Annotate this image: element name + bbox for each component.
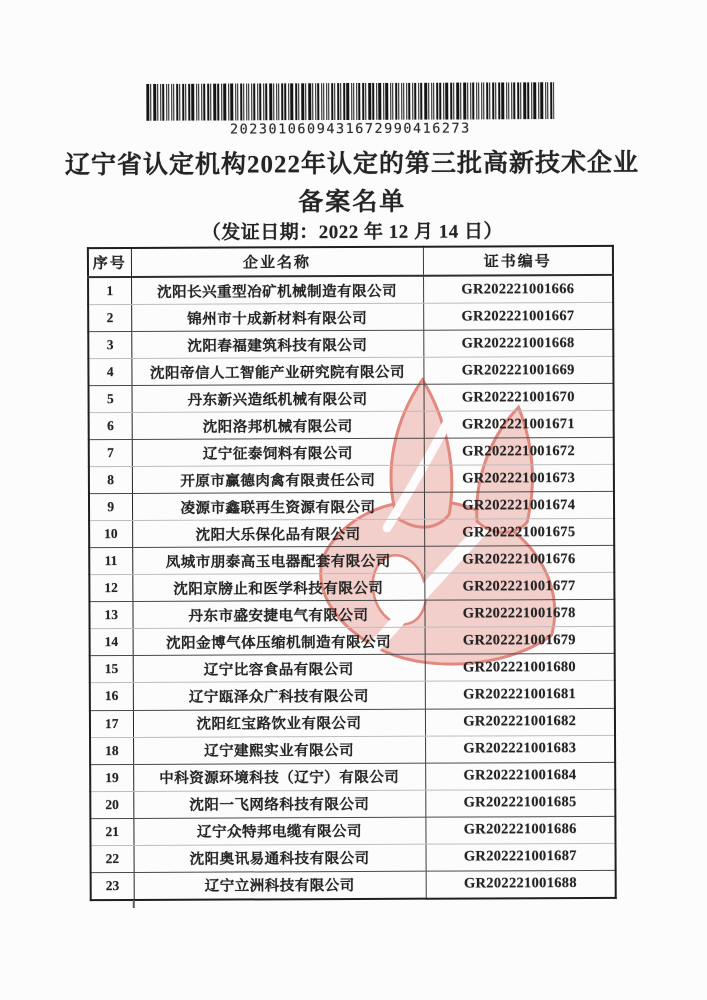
row-company-name: 中科资源环境科技（辽宁）有限公司 <box>133 763 425 791</box>
row-certificate-number: GR202221001667 <box>423 302 613 330</box>
row-certificate-number: GR202221001670 <box>423 383 613 411</box>
table-row <box>89 546 614 575</box>
barcode-block <box>0 0 705 138</box>
row-certificate-number: GR202221001669 <box>423 356 613 384</box>
row-company-name: 沈阳帝信人工智能产业研究院有限公司 <box>131 357 423 385</box>
header-certificate-number: 证书编号 <box>423 246 613 276</box>
row-serial-number: 10 <box>89 521 132 548</box>
row-certificate-number: GR202221001683 <box>425 735 615 763</box>
row-certificate-number: GR202221001672 <box>424 438 614 466</box>
table-row <box>90 789 615 818</box>
table-body <box>88 275 616 900</box>
row-company-name: 辽宁建熙实业有限公司 <box>133 736 425 764</box>
row-certificate-number: GR202221001680 <box>425 654 615 682</box>
row-serial-number: 22 <box>91 845 134 872</box>
row-serial-number: 15 <box>90 656 133 683</box>
header-serial-number: 序号 <box>88 248 131 277</box>
table-row <box>88 275 613 305</box>
row-serial-number: 21 <box>90 818 133 845</box>
table-row <box>88 356 613 385</box>
row-company-name: 辽宁众特邦电缆有限公司 <box>133 817 425 845</box>
row-serial-number: 7 <box>89 440 132 467</box>
row-certificate-number: GR202221001673 <box>424 465 614 493</box>
row-company-name: 锦州市十成新材料有限公司 <box>131 303 423 331</box>
row-serial-number: 12 <box>89 575 132 602</box>
row-company-name: 辽宁瓯泽众广科技有限公司 <box>133 682 425 710</box>
row-certificate-number: GR202221001676 <box>424 546 614 574</box>
table-row <box>90 681 615 710</box>
row-company-name: 沈阳一飞网络科技有限公司 <box>133 790 425 818</box>
row-serial-number: 8 <box>89 467 132 494</box>
table-row <box>88 329 613 358</box>
row-company-name: 凌源市鑫联再生资源有限公司 <box>132 492 424 520</box>
table-row <box>89 519 614 548</box>
row-certificate-number: GR202221001679 <box>425 627 615 655</box>
row-serial-number: 1 <box>88 277 131 305</box>
row-company-name: 开原市赢德肉禽有限责任公司 <box>132 465 424 493</box>
row-certificate-number: GR202221001671 <box>424 411 614 439</box>
row-certificate-number: GR202221001687 <box>426 843 616 871</box>
row-company-name: 辽宁征泰饲料有限公司 <box>132 438 424 466</box>
row-certificate-number: GR202221001681 <box>425 681 615 709</box>
table-row <box>90 654 615 683</box>
table-row <box>88 302 613 331</box>
enterprise-roster-table <box>87 245 617 901</box>
table-row <box>89 465 614 494</box>
header-company-name: 企业名称 <box>131 247 423 277</box>
table-row <box>91 843 616 872</box>
table-row <box>89 411 614 440</box>
table-row <box>90 627 615 656</box>
row-serial-number: 5 <box>88 386 131 413</box>
row-certificate-number: GR202221001675 <box>424 519 614 547</box>
row-serial-number: 4 <box>88 359 131 386</box>
row-company-name: 沈阳红宝路饮业有限公司 <box>133 709 425 737</box>
row-certificate-number: GR202221001684 <box>425 762 615 790</box>
row-serial-number: 23 <box>91 872 134 900</box>
row-certificate-number: GR202221001666 <box>423 275 613 303</box>
table-row <box>90 735 615 764</box>
table-row <box>89 492 614 521</box>
row-serial-number: 9 <box>89 494 132 521</box>
table-row <box>90 762 615 791</box>
table-row <box>90 816 615 845</box>
row-certificate-number: GR202221001685 <box>425 789 615 817</box>
table-row <box>90 708 615 737</box>
row-serial-number: 18 <box>90 737 133 764</box>
row-company-name: 沈阳春福建筑科技有限公司 <box>131 330 423 358</box>
row-company-name: 丹东新兴造纸机械有限公司 <box>131 384 423 412</box>
row-serial-number: 6 <box>89 413 132 440</box>
row-certificate-number: GR202221001674 <box>424 492 614 520</box>
row-serial-number: 14 <box>90 629 133 656</box>
row-certificate-number: GR202221001688 <box>463 875 577 892</box>
row-company-name: 沈阳长兴重型冶矿机械制造有限公司 <box>131 276 423 305</box>
column-divider-tail <box>133 900 135 908</box>
row-serial-number: 16 <box>90 683 133 710</box>
row-company-name: 辽宁立洲科技有限公司 <box>134 871 426 900</box>
row-certificate-number: GR202221001677 <box>424 573 614 601</box>
row-serial-number: 3 <box>88 332 131 359</box>
row-company-name: 沈阳京牓止和医学科技有限公司 <box>132 574 424 602</box>
row-serial-number: 20 <box>90 791 133 818</box>
row-serial-number: 17 <box>90 710 133 737</box>
document-title-line1: 辽宁省认定机构2022年认定的第三批高新技术企业 <box>64 149 640 180</box>
table-row <box>91 870 616 900</box>
row-certificate-number: GR202221001686 <box>425 816 615 844</box>
issue-date-line: （发证日期：2022 年 12 月 14 日） <box>201 221 504 244</box>
table-row <box>89 573 614 602</box>
row-serial-number: 11 <box>89 548 132 575</box>
row-certificate-number: GR202221001678 <box>424 600 614 628</box>
row-company-name: 沈阳奥讯易通科技有限公司 <box>134 844 426 872</box>
row-company-name: 沈阳洛邦机械有限公司 <box>132 411 424 439</box>
row-company-name: 辽宁比容食品有限公司 <box>133 655 425 683</box>
row-company-name: 沈阳大乐保化品有限公司 <box>132 519 424 547</box>
table-row <box>89 600 614 629</box>
row-certificate-number: GR202221001682 <box>425 708 615 736</box>
row-company-name: 沈阳金博气体压缩机制造有限公司 <box>133 628 425 656</box>
row-company-name: 凤城市朋泰高玉电器配套有限公司 <box>132 547 424 575</box>
row-serial-number: 19 <box>90 764 133 791</box>
table-row <box>89 438 614 467</box>
document-title-line2: 备案名单 <box>298 188 407 217</box>
table-header-row <box>88 246 613 277</box>
row-company-name: 丹东市盛安捷电气有限公司 <box>132 601 424 629</box>
row-certificate-number: GR202221001668 <box>423 329 613 357</box>
barcode <box>146 82 554 121</box>
row-serial-number: 2 <box>88 304 131 331</box>
row-serial-number: 13 <box>89 602 132 629</box>
barcode-number: 2023010609431672990416273 <box>229 120 471 138</box>
table-row <box>88 383 613 412</box>
